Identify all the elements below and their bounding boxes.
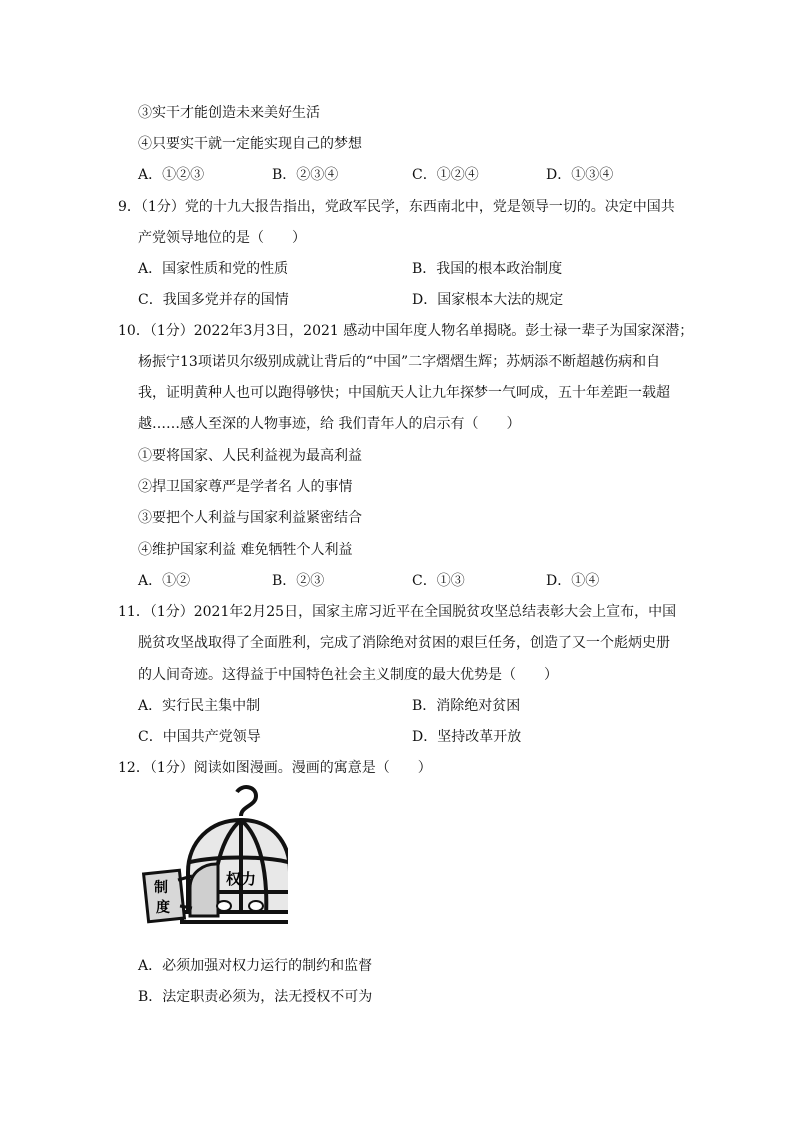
q9-option-b[interactable]: B．我国的根本政治制度 [412, 261, 563, 277]
q8-option-b[interactable]: B．②③④ [272, 167, 339, 183]
q10-statement-3: ③要把个人利益与国家利益紧密结合 [138, 510, 362, 526]
q11-stem-line-2: 脱贫攻坚战取得了全面胜利，完成了消除绝对贫困的艰巨任务，创造了又一个彪炳史册 [138, 635, 670, 651]
q10-stem-line-3: 我，证明黄种人也可以跑得够快；中国航天人让九年探梦一气呵成，五十年差距一载超 [138, 385, 670, 401]
q8-statement-3: ③实干才能创造未来美好生活 [138, 105, 320, 121]
system-sign-label-2: 度 [156, 900, 170, 916]
q9-option-a[interactable]: A．国家性质和党的性质 [138, 261, 289, 277]
q9-option-c[interactable]: C．我国多党并存的国情 [138, 292, 289, 308]
q10-stem-line-1: 10．（1分）2022年3月3日，2021 感动中国年度人物名单揭晓。彭士禄一辈子为国家深潜； [118, 323, 694, 339]
q8-statement-4: ④只要实干就一定能实现自己的梦想 [138, 136, 362, 152]
q10-stem-line-2: 杨振宁13项诺贝尔级别成就让背后的“中国”二字熠熠生辉；苏炳添不断超越伤病和自 [138, 354, 661, 370]
q8-option-d[interactable]: D．①③④ [546, 167, 614, 183]
q11-option-d[interactable]: D．坚持改革开放 [412, 729, 522, 745]
q9-stem-line-1: 9．（1分）党的十九大报告指出，党政军民学，东西南北中，党是领导一切的。决定中国共 [118, 199, 675, 215]
q11-stem-line-1: 11．（1分）2021年2月25日，国家主席习近平在全国脱贫攻坚总结表彰大会上宣布，中国 [118, 604, 677, 620]
q12-option-a[interactable]: A．必须加强对权力运行的制约和监督 [138, 958, 373, 974]
q8-option-a[interactable]: A．①②③ [138, 167, 205, 183]
q11-option-b[interactable]: B．消除绝对贫困 [412, 698, 521, 714]
q9-option-d[interactable]: D．国家根本大法的规定 [412, 292, 564, 308]
q10-statement-2: ②捍卫国家尊严是学者名 人的事情 [138, 479, 353, 495]
q11-option-c[interactable]: C．中国共产党领导 [138, 729, 261, 745]
q10-option-c[interactable]: C．①③ [412, 573, 465, 589]
q9-stem-line-2: 产党领导地位的是（ ） [138, 230, 306, 246]
q11-stem-line-3: 的人间奇迹。这得益于中国特色社会主义制度的最大优势是（ ） [138, 667, 558, 683]
cage-cartoon [138, 780, 288, 940]
power-label: 权力 [226, 870, 257, 888]
cage-hook [237, 787, 256, 816]
q10-option-a[interactable]: A．①② [138, 573, 191, 589]
q12-option-b[interactable]: B．法定职责必须为，法无授权不可为 [138, 989, 373, 1005]
q10-option-b[interactable]: B．②③ [272, 573, 325, 589]
q10-stem-line-4: 越……感人至深的人物事迹，给 我们青年人的启示有（ ） [138, 416, 521, 432]
q10-statement-1: ①要将国家、人民利益视为最高利益 [138, 448, 362, 464]
q8-option-c[interactable]: C．①②④ [412, 167, 479, 183]
q12-stem-line-1: 12．（1分）阅读如图漫画。漫画的寓意是（ ） [118, 760, 432, 776]
q11-option-a[interactable]: A．实行民主集中制 [138, 698, 261, 714]
q10-statement-4: ④维护国家利益 难免牺牲个人利益 [138, 542, 353, 558]
system-sign-label-1: 制 [154, 880, 168, 896]
q10-option-d[interactable]: D．①④ [546, 573, 600, 589]
